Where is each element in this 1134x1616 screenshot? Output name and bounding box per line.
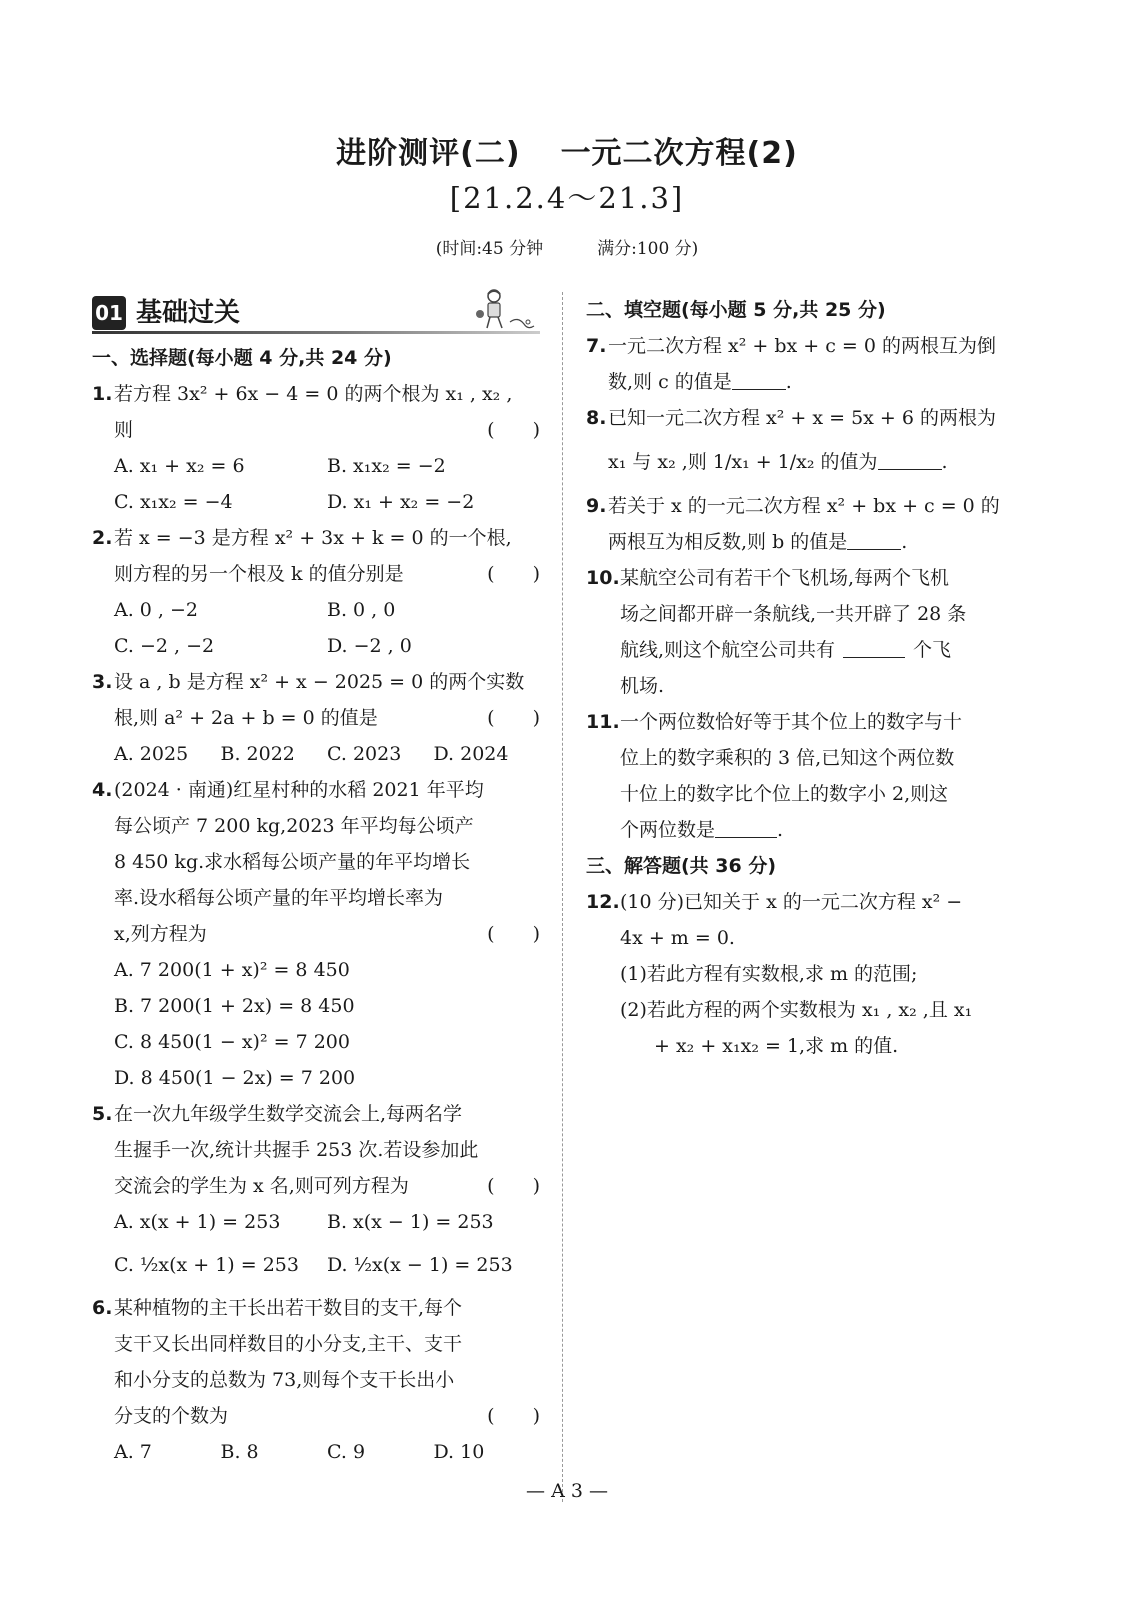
question-number: 1.: [92, 383, 113, 405]
question-6: [92, 1290, 540, 1434]
option-c: C. ½x(x + 1) = 253: [114, 1254, 299, 1276]
question-3: [92, 664, 540, 736]
question-text: x,列方程为: [114, 923, 207, 945]
answer-paren: ( ): [487, 1175, 540, 1197]
sub-question-2: (2)若此方程的两个实数根为 x₁ , x₂ ,且 x₁: [620, 999, 973, 1021]
answer-paren: ( ): [487, 707, 540, 729]
option-d: D. 2024: [433, 743, 509, 765]
option-d: D. ½x(x − 1) = 253: [327, 1254, 513, 1276]
question-text: 若方程 3x² + 6x − 4 = 0 的两个根为 x₁ , x₂ ,: [114, 383, 513, 405]
answer-blank[interactable]: [847, 527, 901, 550]
option-a: A. x₁ + x₂ = 6: [114, 455, 245, 477]
question-number: 12.: [586, 891, 620, 913]
answer-blank[interactable]: [715, 815, 777, 838]
answer-paren: ( ): [487, 419, 540, 441]
option-b: B. x₁x₂ = −2: [327, 455, 446, 477]
option-d: D. 10: [433, 1441, 485, 1463]
options-row: [92, 1434, 540, 1470]
question-text: 率.设水稻每公顷产量的年平均增长率为: [114, 887, 444, 909]
question-number: 3.: [92, 671, 113, 693]
question-text: 交流会的学生为 x 名,则可列方程为: [114, 1175, 409, 1197]
question-text: 分支的个数为: [114, 1405, 229, 1427]
answer-paren: ( ): [487, 923, 540, 945]
question-text: .: [941, 451, 948, 473]
question-11: [586, 704, 1038, 848]
question-text: 一个两位数恰好等于其个位上的数字与十: [620, 711, 963, 733]
question-7: [586, 328, 1038, 400]
option-c: C. 9: [327, 1441, 366, 1463]
part3-title: 三、解答题(共 36 分): [586, 855, 777, 877]
options-row: [92, 592, 540, 628]
answer-blank[interactable]: [732, 367, 786, 390]
question-text: 则方程的另一个根及 k 的值分别是: [114, 563, 404, 585]
section-number: 01: [92, 296, 126, 330]
question-text: 一元二次方程 x² + bx + c = 0 的两根互为倒: [608, 335, 997, 357]
option-d: D. x₁ + x₂ = −2: [327, 491, 475, 513]
question-text: 根,则 a² + 2a + b = 0 的值是: [114, 707, 378, 729]
option-d: D. −2 , 0: [327, 635, 412, 657]
options-row: [92, 736, 540, 772]
section-banner: [92, 292, 540, 336]
page-number: — A 3 —: [526, 1480, 608, 1502]
question-4: [92, 772, 540, 952]
title-part-b: 一元二次方程(2): [560, 136, 798, 171]
answer-paren: ( ): [487, 1405, 540, 1427]
question-text: 生握手一次,统计共握手 253 次.若设参加此: [114, 1139, 479, 1161]
page-subtitle: [21.2.4～21.3]: [449, 181, 685, 215]
section-name: 基础过关: [136, 298, 241, 328]
question-text: 个两位数是: [620, 819, 716, 841]
option-a: A. 0 , −2: [114, 599, 199, 621]
question-10: [586, 560, 1038, 704]
question-number: 11.: [586, 711, 620, 733]
question-text: 数,则 c 的值是: [608, 371, 732, 393]
question-text: 4x + m = 0.: [620, 927, 735, 949]
page-title: [0, 128, 1134, 172]
options-row: [92, 448, 540, 484]
question-text: 和小分支的总数为 73,则每个支干长出小: [114, 1369, 455, 1391]
option-b: B. x(x − 1) = 253: [327, 1211, 494, 1233]
question-number: 7.: [586, 335, 607, 357]
question-1: [92, 376, 540, 448]
question-text: (10 分)已知关于 x 的一元二次方程 x² −: [620, 891, 963, 913]
options-row: [92, 1240, 540, 1290]
option-c: C. 2023: [327, 743, 402, 765]
question-text: x₁ 与 x₂ ,则 1/x₁ + 1/x₂ 的值为: [608, 451, 878, 473]
question-text: 航线,则这个航空公司共有: [620, 639, 836, 661]
question-text: 场之间都开辟一条航线,一共开辟了 28 条: [620, 603, 967, 625]
option-b: B. 7 200(1 + 2x) = 8 450: [114, 995, 355, 1017]
question-text: 已知一元二次方程 x² + x = 5x + 6 的两根为: [608, 407, 997, 429]
full-score: 满分:100 分): [597, 239, 699, 259]
question-text: 某种植物的主干长出若干数目的支干,每个: [114, 1297, 463, 1319]
exam-meta: [0, 234, 1134, 259]
question-text: 某航空公司有若干个飞机场,每两个飞机: [620, 567, 950, 589]
question-text: 若关于 x 的一元二次方程 x² + bx + c = 0 的: [608, 495, 1000, 517]
answer-blank[interactable]: [878, 447, 942, 470]
question-5: [92, 1096, 540, 1204]
question-text: 个飞: [913, 639, 952, 661]
question-text: 则: [114, 419, 134, 441]
option-d: D. 8 450(1 − 2x) = 7 200: [114, 1067, 356, 1089]
question-number: 5.: [92, 1103, 113, 1125]
answer-blank[interactable]: [843, 635, 905, 658]
option-a: A. 2025: [114, 743, 189, 765]
column-divider: [562, 292, 563, 1502]
question-text: 8 450 kg.求水稻每公顷产量的年平均增长: [114, 851, 471, 873]
question-text: 支干又长出同样数目的小分支,主干、支干: [114, 1333, 463, 1355]
sub-question-1: (1)若此方程有实数根,求 m 的范围;: [620, 963, 918, 985]
option-c: C. x₁x₂ = −4: [114, 491, 233, 513]
question-text: 若 x = −3 是方程 x² + 3x + k = 0 的一个根,: [114, 527, 512, 549]
sub-question-2-cont: + x₂ + x₁x₂ = 1,求 m 的值.: [654, 1035, 899, 1057]
part1-title: 一、选择题(每小题 4 分,共 24 分): [92, 347, 392, 369]
option-a: A. 7 200(1 + x)² = 8 450: [114, 959, 350, 981]
time-limit: (时间:45 分钟: [435, 239, 544, 259]
question-number: 2.: [92, 527, 113, 549]
question-number: 4.: [92, 779, 113, 801]
option-a: A. 7: [114, 1441, 152, 1463]
question-number: 9.: [586, 495, 607, 517]
option-c: C. −2 , −2: [114, 635, 215, 657]
question-text: 设 a , b 是方程 x² + x − 2025 = 0 的两个实数: [114, 671, 525, 693]
options-row: [92, 1204, 540, 1240]
left-column: [92, 292, 540, 1470]
right-column: [586, 292, 1038, 1064]
title-part-a: 进阶测评(二): [336, 136, 521, 171]
student-figure-icon: [466, 288, 536, 332]
options-row: [92, 628, 540, 664]
option-c: C. 8 450(1 − x)² = 7 200: [114, 1031, 350, 1053]
option-b: B. 0 , 0: [327, 599, 396, 621]
question-text: .: [777, 819, 784, 841]
part2-title: 二、填空题(每小题 5 分,共 25 分): [586, 299, 886, 321]
question-text: .: [901, 531, 908, 553]
question-text: 十位上的数字比个位上的数字小 2,则这: [620, 783, 949, 805]
question-8: [586, 400, 1038, 488]
question-text: 两根互为相反数,则 b 的值是: [608, 531, 848, 553]
question-9: [586, 488, 1038, 560]
question-number: 10.: [586, 567, 620, 589]
question-text: 机场.: [620, 675, 665, 697]
question-2: [92, 520, 540, 592]
option-a: A. x(x + 1) = 253: [114, 1211, 281, 1233]
option-b: B. 2022: [220, 743, 295, 765]
answer-paren: ( ): [487, 563, 540, 585]
question-number: 8.: [586, 407, 607, 429]
question-text: .: [785, 371, 792, 393]
question-text: (2024 · 南通)红星村种的水稻 2021 年平均: [114, 779, 484, 801]
option-b: B. 8: [220, 1441, 259, 1463]
question-text: 每公顷产 7 200 kg,2023 年平均每公顷产: [114, 815, 474, 837]
question-text: 在一次九年级学生数学交流会上,每两名学: [114, 1103, 463, 1125]
question-number: 6.: [92, 1297, 113, 1319]
options-row: [92, 484, 540, 520]
question-text: 位上的数字乘积的 3 倍,已知这个两位数: [620, 747, 955, 769]
question-12: [586, 884, 1038, 956]
